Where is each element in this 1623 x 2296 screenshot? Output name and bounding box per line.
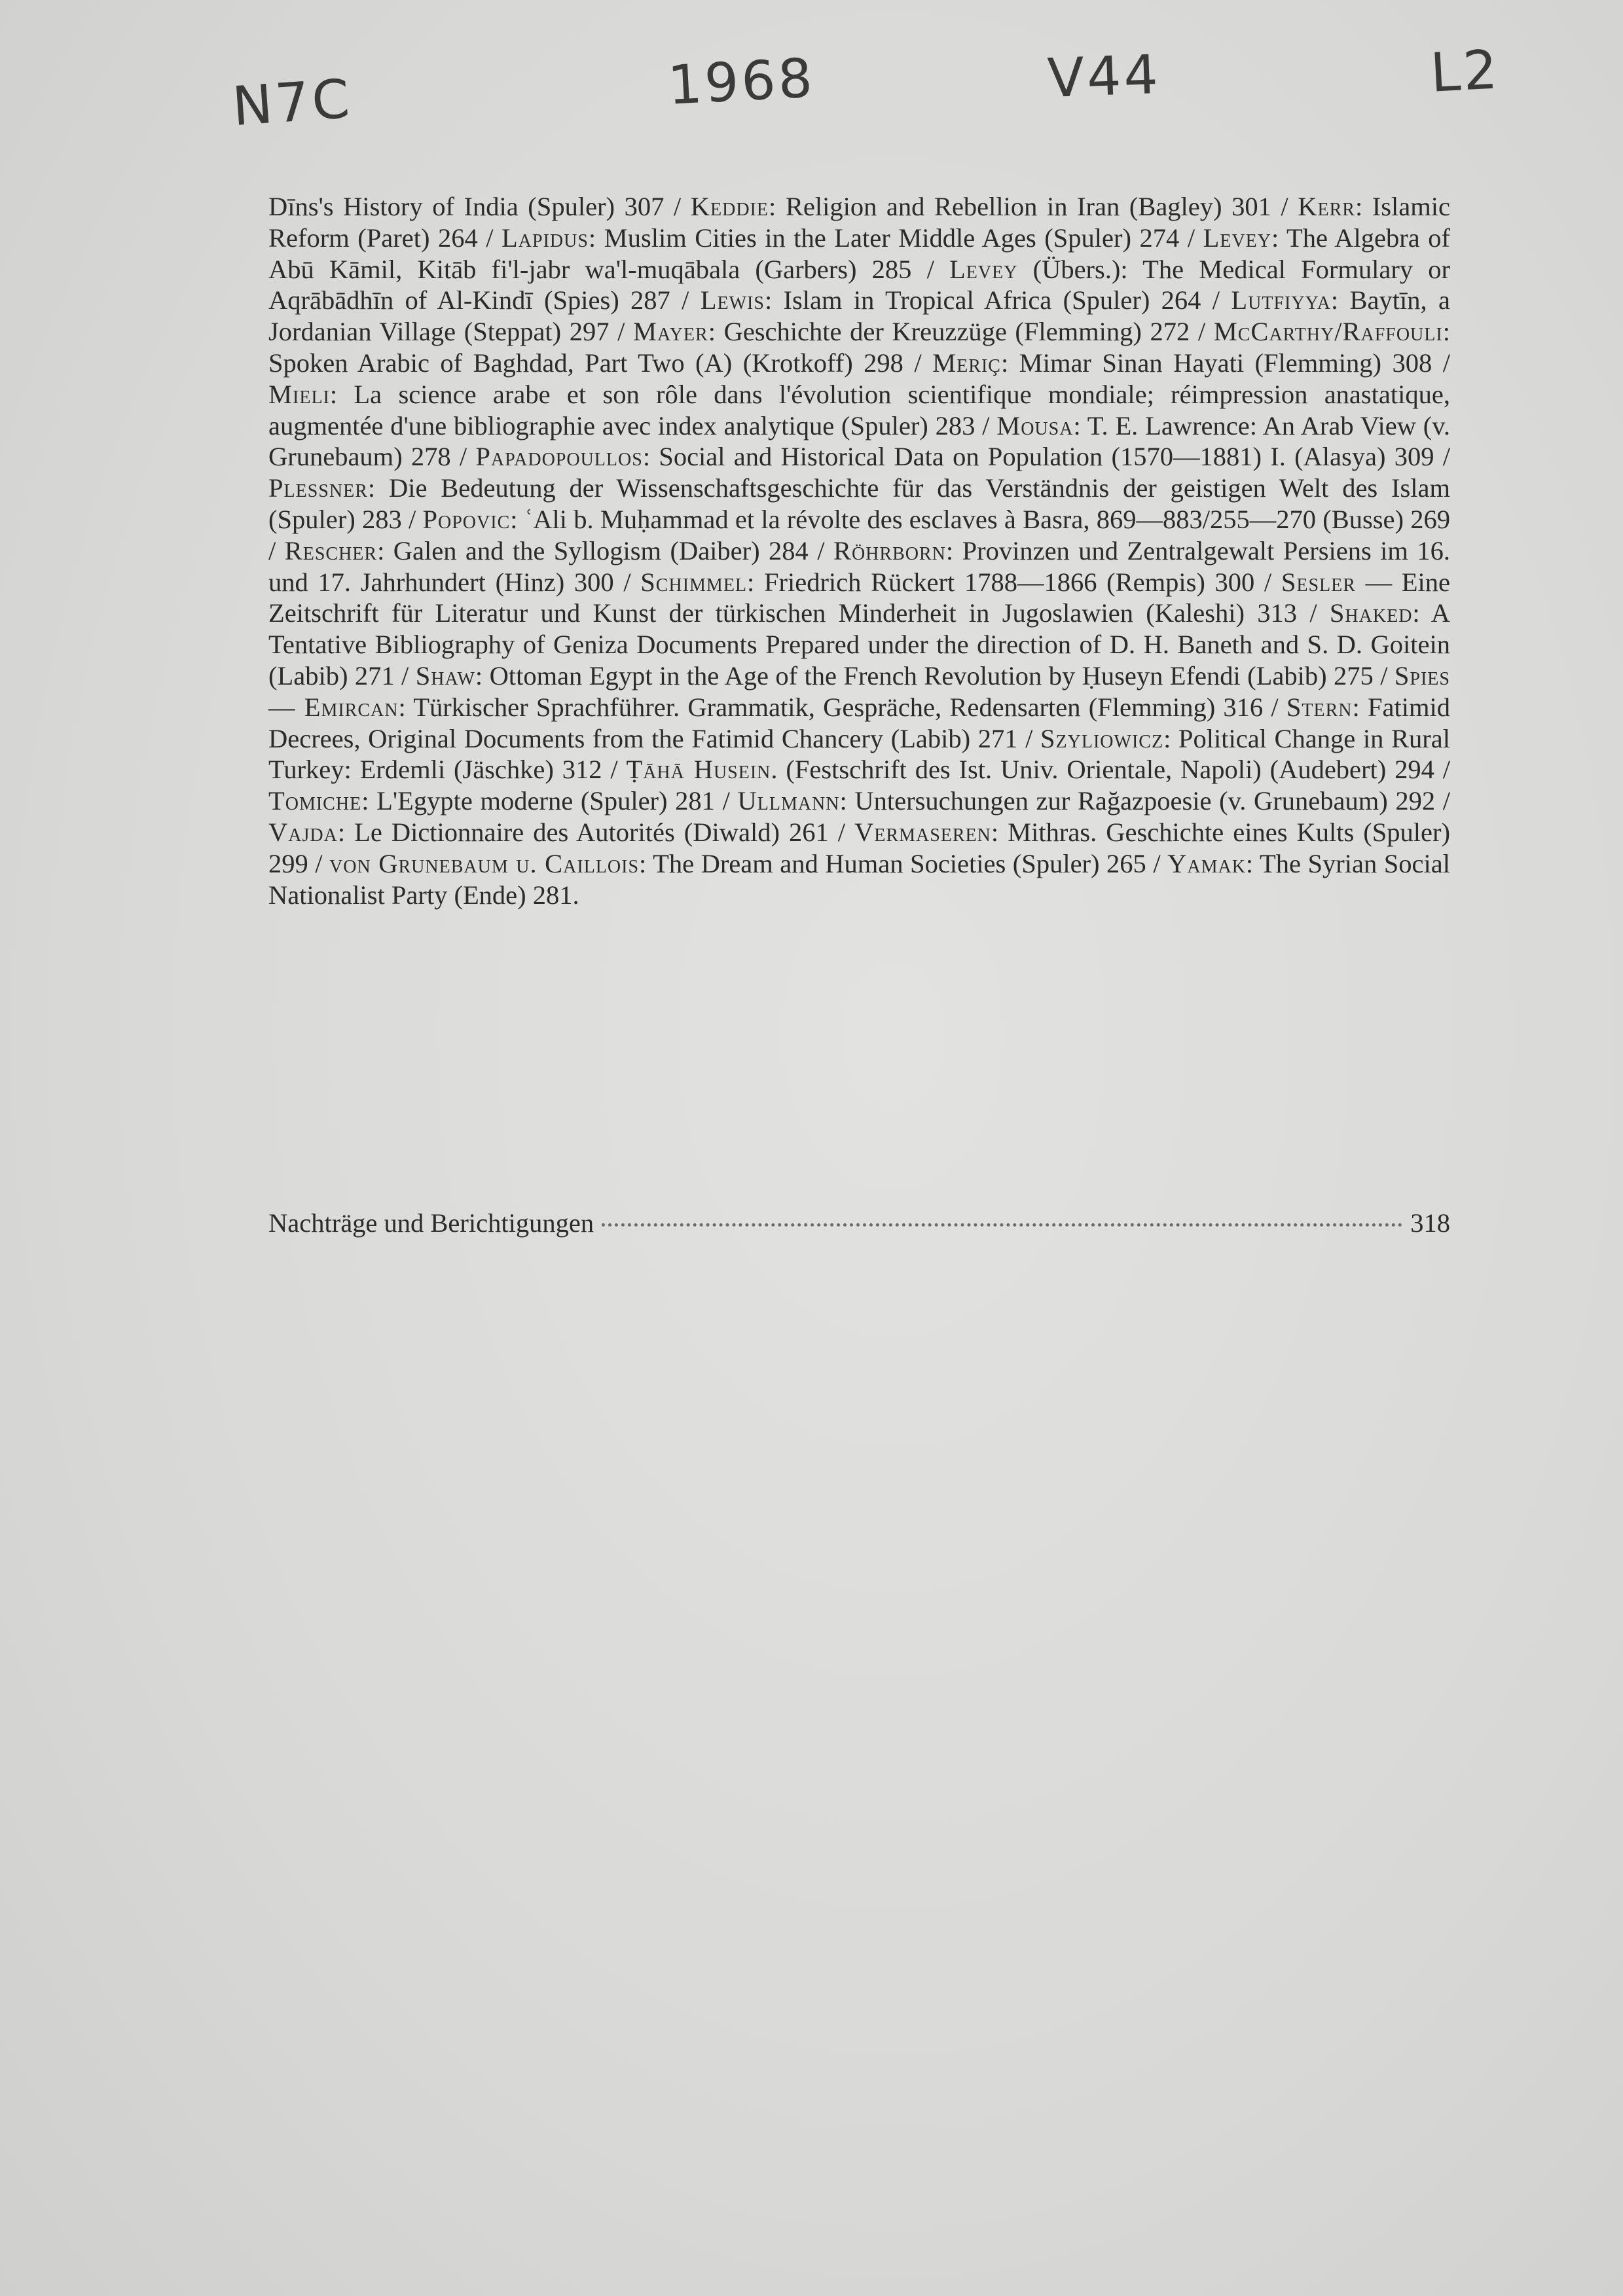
index-entry (475, 442, 1434, 471)
index-entry-author: Keddie (690, 192, 769, 221)
toc-dot-leader (602, 1223, 1402, 1227)
index-entry-author: Rescher (284, 535, 378, 565)
index-entry (701, 285, 1201, 315)
index-separator: / (1017, 723, 1041, 753)
index-entry (640, 567, 1254, 597)
index-entry-author: Papadopoullos (475, 442, 643, 472)
index-entry-text: : La science arabe et son rôle dans l'évolution scientifique mondiale; réimpression anastatique, augmentée d'une bibliographie avec index analytique (Spuler) 283 (268, 379, 1450, 440)
index-entry-text: : Mithras. Geschichte eines Kults (Spuler) 299 (268, 817, 1450, 878)
toc-page-number: 318 (1410, 1208, 1450, 1238)
index-entry-author: Sesler (1281, 567, 1356, 597)
index-entry-author: Schimmel (640, 567, 748, 597)
index-entry-text: : L'Egypte moderne (Spuler) 281 (361, 786, 715, 816)
handwritten-note-copy: L2 (1429, 39, 1502, 105)
index-entry-text: : Geschichte der Kreuzzüge (Flemming) 272 (708, 317, 1190, 347)
index-entry-author: Stern (1286, 692, 1353, 722)
index-entry (932, 348, 1432, 378)
index-entry-author: Levey (1203, 223, 1271, 253)
index-separator: / (975, 410, 997, 440)
toc-entry-addenda (268, 1208, 1450, 1239)
handwritten-note-volume: V44 (1046, 44, 1162, 110)
index-entry (268, 817, 829, 847)
toc-label: Nachträge und Berichtigungen (268, 1208, 594, 1238)
index-separator: / (450, 442, 476, 472)
index-entry (268, 192, 664, 221)
index-entry-text: : Die Bedeutung der Wissenschaftsgeschichte für das Verständnis der geistigen Welt des Islam (Spuler) 283 (268, 473, 1450, 534)
index-entry-text: : Islam in Tropical Africa (Spuler) 264 (764, 285, 1201, 315)
handwritten-note-shelfmark: N7C (230, 67, 354, 139)
index-separator: / (1201, 285, 1231, 315)
index-entry-text: : Galen and the Syllogism (Daiber) 284 (377, 535, 809, 565)
index-entry (737, 786, 1435, 816)
index-entry-text: : The Algebra of Abū Kāmil, Kitāb fi'l-jabr wa'l-muqābala (Garbers) 285 (268, 223, 1451, 284)
index-entry-author: Kerr (1298, 192, 1355, 221)
index-entry (626, 755, 1434, 784)
index-separator: / (911, 254, 950, 284)
index-entry-text: : Friedrich Rückert 1788—1866 (Rempis) 300 (747, 567, 1255, 597)
index-entry-author: Levey (949, 254, 1018, 284)
index-entry-author: Mayer (633, 317, 708, 347)
index-entry-text: : Le Dictionnaire des Autorités (Diwald) 261 (337, 817, 829, 847)
index-entry-text: : Spoken Arabic of Baghdad, Part Two (A) (Krotkoff) 298 (268, 317, 1450, 378)
index-separator: / (268, 535, 285, 565)
index-separator: / (477, 223, 502, 253)
index-entry-author: McCarthy/Raffouli (1213, 317, 1443, 347)
index-entry-text: (Übers.): The Medical Formulary or Aqrābādhīn of Al-Kindī (Spies) 287 (268, 254, 1450, 315)
index-separator: / (602, 755, 627, 785)
index-entry-text: — Eine Zeitschrift für Literatur und Kunst der türkischen Minderheit in Jugoslawien (Kaleshi) 313 (268, 567, 1451, 628)
index-separator: / (1190, 317, 1214, 347)
index-separator: / (308, 848, 330, 878)
index-entry-text: : Untersuchungen zur Rağazpoesie (v. Grunebaum) 292 (839, 786, 1436, 816)
index-entry-text: : Muslim Cities in the Later Middle Ages (Spuler) 274 (588, 223, 1180, 253)
index-separator: / (808, 535, 833, 565)
index-entry-author: Plessner (268, 473, 368, 503)
index-entry-author: Meriç (932, 348, 1001, 378)
index-entry-author: Shaked (1329, 598, 1413, 628)
index-entry-text: : Provinzen und Zentralgewalt Persiens im 16. und 17. Jahrhundert (Hinz) 300 (268, 535, 1450, 597)
index-separator: / (1373, 660, 1395, 691)
index-entry (633, 317, 1190, 346)
index-entry (268, 786, 715, 816)
index-entry-author: Lapidus (501, 223, 589, 253)
handwritten-note-year: 1968 (666, 47, 817, 117)
index-separator: / (1432, 348, 1450, 378)
index-entry-text: Dīns's History of India (Spuler) 307 (268, 192, 665, 221)
index-entry-text: : Islamic Reform (Paret) 264 (268, 192, 1450, 253)
index-entry-text: . (Festschrift des Ist. Univ. Orientale, Napoli) (Audebert) 294 (771, 755, 1434, 785)
index-entry-text: : Religion and Rebellion in Iran (Bagley) 301 (769, 192, 1271, 221)
index-separator: / (401, 504, 423, 534)
index-separator: / (670, 285, 701, 315)
index-entry-author: Mousa (996, 410, 1074, 440)
index-entry-author: Ṭāhā Husein (626, 755, 771, 785)
index-entry-text: : The Syrian Social Nationalist Party (Ende) 281. (268, 848, 1450, 910)
index-entry-author: von Grunebaum u. Caillois (329, 848, 640, 878)
index-separator: / (394, 660, 416, 691)
index-entry-text: : Mimar Sinan Hayati (Flemming) 308 (1000, 348, 1432, 378)
index-entry-author: Spies — Emircan (268, 660, 1450, 722)
index-entry-author: Vermaseren (854, 817, 991, 847)
index-separator: / (1254, 567, 1281, 597)
index-entry-author: Lewis (700, 285, 765, 315)
index-separator: / (714, 786, 738, 816)
index-separator: / (828, 817, 855, 847)
index-entry-text: : Türkischer Sprachführer. Grammatik, Gespräche, Redensarten (Flemming) 316 (398, 692, 1264, 722)
index-separator: / (1434, 755, 1450, 785)
index-entry (416, 661, 1374, 691)
index-entry (691, 192, 1271, 221)
index-entry-text: : Baytīn, a Jordanian Village (Steppat) 297 (268, 285, 1450, 347)
index-separator: / (613, 567, 641, 597)
index-entry-text: : Social and Historical Data on Population (1570—1881) I. (Alasya) 309 (642, 442, 1434, 472)
index-entry (329, 849, 1146, 878)
index-entry-text: : Ottoman Egypt in the Age of the French Revolution by Ḥuseyn Efendi (Labib) 275 (475, 660, 1374, 691)
index-separator: / (1435, 786, 1450, 816)
index-entry-author: Shaw (415, 660, 475, 691)
index-entry-text: : The Dream and Human Societies (Spuler) 265 (639, 848, 1146, 878)
index-entry-text: : Fatimid Decrees, Original Documents from the Fatimid Chancery (Labib) 271 (268, 692, 1450, 753)
index-separator: / (1146, 848, 1168, 878)
index-entry (501, 223, 1179, 253)
index-entry (422, 505, 1450, 534)
index-entry-author: Röhrborn (833, 535, 946, 565)
index-separator: / (1263, 692, 1286, 722)
index-entry-author: Lutfiyya (1231, 285, 1331, 315)
index-separator: / (1179, 223, 1203, 253)
index-entry-author: Tomiche (268, 786, 362, 816)
index-separator: / (1271, 192, 1298, 221)
index-entry-text: : Political Change in Rural Turkey: Erdemli (Jäschke) 312 (268, 723, 1450, 785)
index-entry-author: Popovic (422, 504, 511, 534)
index-entry-author: Yamak (1167, 848, 1246, 878)
index-entry-text: : T. E. Lawrence: An Arab View (v. Grunebaum) 278 (268, 410, 1450, 472)
index-separator: / (609, 317, 634, 347)
index-separator: / (1297, 598, 1330, 628)
index-entry-author: Mieli (268, 379, 330, 409)
index-separator: / (664, 192, 691, 221)
index-separator: / (903, 348, 933, 378)
index-separator: / (1434, 442, 1450, 472)
index-entry-text: : ʿAli b. Muḥammad et la révolte des esclaves à Basra, 869—883/255—270 (Busse) 269 (510, 504, 1450, 534)
index-entry-author: Ullmann (737, 786, 840, 816)
index-entry-author: Vajda (268, 817, 338, 847)
index-entry (285, 536, 809, 565)
review-index-paragraph (268, 191, 1450, 910)
index-entry-author: Szyliowicz (1040, 723, 1164, 753)
index-entry-text: : A Tentative Bibliography of Geniza Documents Prepared under the direction of D. H. Baneth and S. D. Goitein (Labib) 271 (268, 598, 1450, 691)
